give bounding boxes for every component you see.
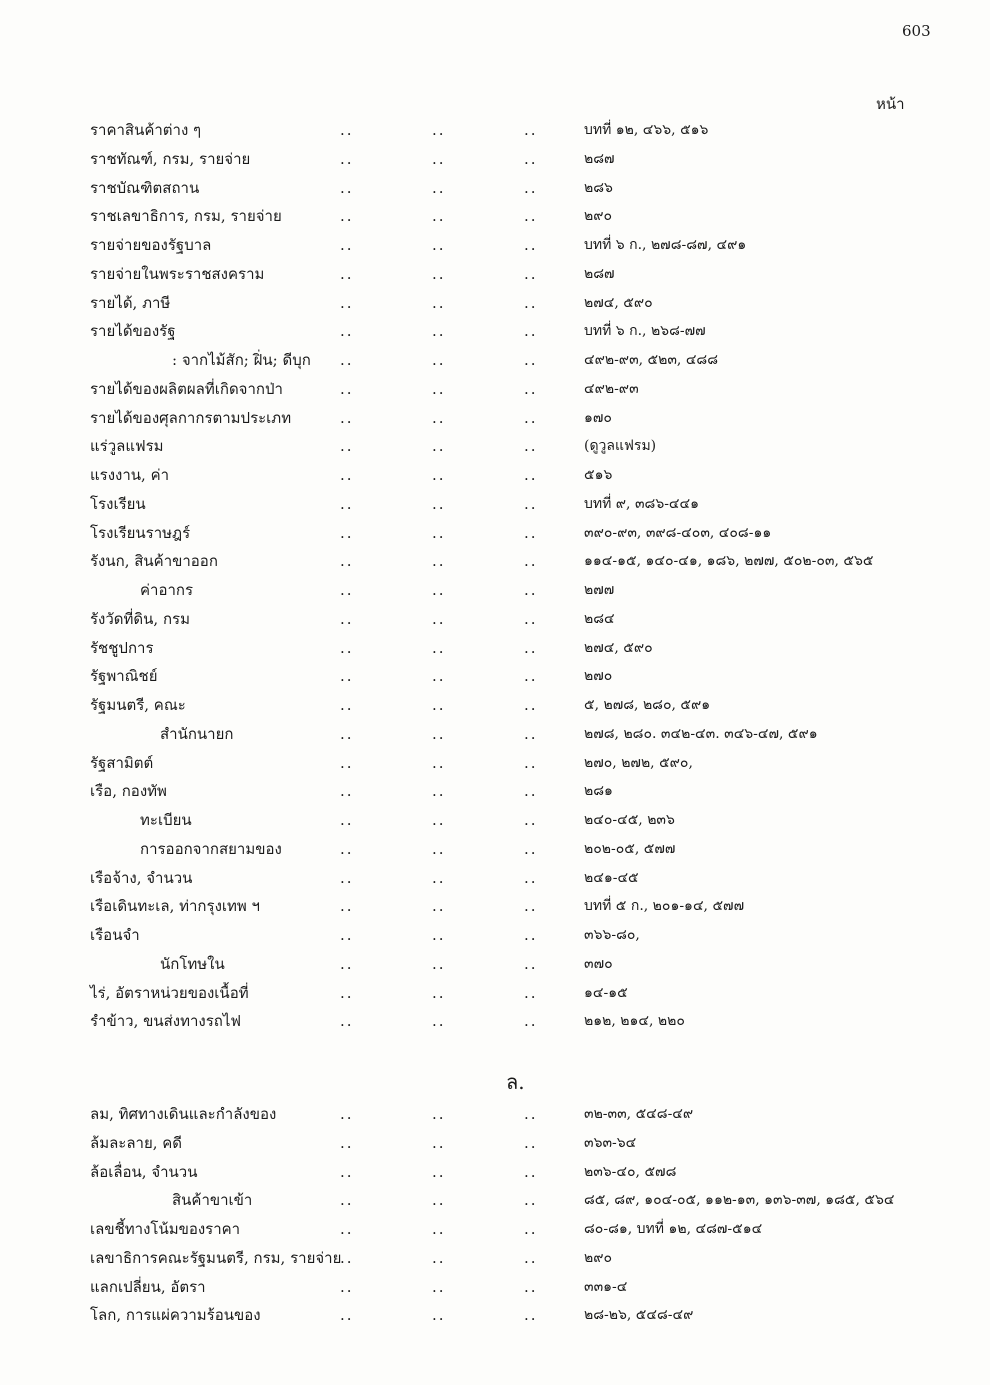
dot-leader: .. [524, 811, 538, 829]
index-entry [0, 1244, 990, 1272]
dot-leader: .. [432, 581, 446, 599]
section-letter: ล. [506, 1070, 525, 1094]
entry-pages: ๑๗๐ [584, 409, 612, 426]
dot-leader: .. [340, 466, 354, 484]
index-entry [0, 490, 990, 518]
index-entry [0, 691, 990, 719]
index-entry [0, 404, 990, 432]
dot-leader: .. [432, 552, 446, 571]
dot-leader: .. [524, 1220, 538, 1238]
entry-pages: ๓๖๖-๘๐, [584, 927, 640, 943]
index-entry [0, 145, 990, 173]
dot-leader: .. [524, 264, 538, 283]
entry-term: เลขาธิการคณะรัฐมนตรี, กรม, รายจ่าย [90, 1248, 342, 1267]
entry-term: เรือจ้าง, จำนวน [90, 868, 193, 887]
entry-term: รัฐมนตรี, คณะ [90, 696, 186, 714]
dot-leader: .. [524, 1306, 538, 1325]
entry-pages: ๘๕, ๘๙, ๑๐๔-๐๕, ๑๑๒-๑๓, ๑๓๖-๓๗, ๑๘๕, ๕๖๔ [584, 1192, 895, 1209]
entry-pages: ๒๘๗ [584, 265, 615, 282]
dot-leader: .. [340, 897, 354, 916]
dot-leader: .. [524, 609, 538, 628]
index-entry [0, 260, 990, 288]
dot-leader: .. [432, 609, 446, 628]
entry-pages: ๓๓๑-๔ [584, 1278, 628, 1295]
entry-term: รังนก, สินค้าขาออก [90, 552, 218, 571]
dot-leader: .. [432, 236, 446, 254]
dot-leader: .. [340, 782, 354, 801]
dot-leader: .. [524, 408, 538, 427]
dot-leader: .. [340, 149, 354, 168]
dot-leader: .. [524, 753, 538, 772]
entry-pages: ๒๗๔, ๕๙๐ [584, 639, 653, 656]
entry-term: รำข้าว, ขนส่งทางรถไฟ [90, 1012, 242, 1031]
entry-pages: ๓๒-๓๓, ๕๔๘-๔๙ [584, 1106, 694, 1122]
entry-term: โรงเรียน [90, 494, 146, 513]
dot-leader: .. [340, 1248, 354, 1267]
dot-leader: .. [340, 638, 354, 657]
dot-leader: .. [432, 724, 446, 743]
entry-pages: ๒๘๗ [584, 150, 615, 167]
index-entry [0, 461, 990, 489]
dot-leader: .. [524, 494, 538, 513]
entry-pages: บทที่ ๖ ก., ๒๖๘-๗๗ [584, 323, 706, 340]
dot-leader: .. [524, 839, 538, 858]
dot-leader: .. [524, 1012, 538, 1031]
dot-leader: .. [432, 1191, 446, 1210]
entry-term: ล้อเลื่อน, จำนวน [90, 1162, 198, 1181]
entry-term: ทะเบียน [140, 811, 192, 829]
dot-leader: .. [340, 494, 354, 513]
index-entry [0, 777, 990, 805]
dot-leader: .. [340, 839, 354, 858]
index-entry [0, 1100, 990, 1128]
index-entry [0, 662, 990, 690]
index-entry [0, 231, 990, 259]
dot-leader: .. [524, 868, 538, 887]
entry-term: ลม, ทิศทางเดินและกำลังของ [90, 1105, 277, 1123]
entry-pages: ๑๑๔-๑๕, ๑๔๐-๔๑, ๑๘๖, ๒๗๗, ๕๐๒-๐๓, ๕๖๕ [584, 553, 874, 570]
dot-leader: .. [524, 379, 538, 398]
dot-leader: .. [432, 1105, 446, 1123]
dot-leader: .. [340, 868, 354, 887]
index-entry [0, 1158, 990, 1186]
entry-pages: บทที่ ๙, ๓๘๖-๔๔๑ [584, 495, 700, 512]
entry-pages: ๔๙๒-๙๓, ๕๒๓, ๔๘๘ [584, 352, 719, 368]
entry-pages: ๔๙๒-๙๓ [584, 380, 639, 397]
entry-pages: ๑๔-๑๕ [584, 984, 628, 1001]
dot-leader: .. [340, 322, 354, 341]
dot-leader: .. [432, 437, 446, 456]
index-entry [0, 1007, 990, 1035]
index-entry [0, 202, 990, 230]
dot-leader: .. [340, 178, 354, 197]
dot-leader: .. [524, 667, 538, 686]
index-entry [0, 1273, 990, 1301]
dot-leader: .. [432, 926, 446, 944]
entry-term: ราชทัณฑ์, กรม, รายจ่าย [90, 149, 251, 168]
index-entry [0, 605, 990, 633]
entry-pages: ๕, ๒๗๘, ๒๘๐, ๕๙๑ [584, 697, 711, 713]
dot-leader: .. [432, 1162, 446, 1181]
index-entry [0, 519, 990, 547]
dot-leader: .. [340, 379, 354, 398]
index-entry [0, 116, 990, 144]
entry-pages: บทที่ ๑๒, ๔๖๖, ๕๑๖ [584, 122, 709, 138]
entry-pages: ๒๗๔, ๕๙๐ [584, 294, 653, 311]
dot-leader: .. [340, 552, 354, 571]
dot-leader: .. [340, 581, 354, 599]
index-entry [0, 1301, 990, 1329]
dot-leader: .. [432, 207, 446, 226]
dot-leader: .. [432, 839, 446, 858]
dot-leader: .. [340, 724, 354, 743]
dot-leader: .. [340, 1012, 354, 1031]
dot-leader: .. [524, 466, 538, 484]
entry-pages: ๒๔๐-๔๕, ๒๓๖ [584, 812, 675, 828]
dot-leader: .. [340, 811, 354, 829]
dot-leader: .. [524, 437, 538, 456]
entry-term: ค่าอากร [140, 581, 194, 599]
dot-leader: .. [340, 1133, 354, 1152]
entry-pages: ๓๖๓-๖๔ [584, 1134, 637, 1151]
entry-term: รายได้ของรัฐ [90, 322, 176, 341]
dot-leader: .. [340, 1162, 354, 1181]
index-entry [0, 1215, 990, 1243]
entry-pages: ๒๔๑-๔๕ [584, 869, 639, 886]
entry-term: ราชบัณฑิตสถาน [90, 178, 200, 197]
dot-leader: .. [524, 149, 538, 168]
entry-term: รายจ่ายในพระราชสงคราม [90, 264, 265, 283]
dot-leader: .. [340, 236, 354, 254]
dot-leader: .. [432, 121, 446, 139]
dot-leader: .. [524, 782, 538, 801]
entry-pages: ๒๙๐ [584, 1249, 613, 1266]
dot-leader: .. [524, 638, 538, 657]
entry-pages: ๓๙๐-๙๓, ๓๙๘-๔๐๓, ๔๐๘-๑๑ [584, 524, 772, 541]
dot-leader: .. [524, 926, 538, 944]
entry-term: นักโทษใน [160, 954, 225, 973]
entry-pages: ๒๘๑ [584, 783, 613, 800]
dot-leader: .. [524, 351, 538, 369]
dot-leader: .. [524, 322, 538, 341]
dot-leader: .. [524, 207, 538, 226]
dot-leader: .. [340, 696, 354, 714]
dot-leader: .. [524, 121, 538, 139]
dot-leader: .. [432, 983, 446, 1002]
dot-leader: .. [340, 264, 354, 283]
dot-leader: .. [432, 379, 446, 398]
dot-leader: .. [340, 1105, 354, 1123]
index-entry [0, 289, 990, 317]
dot-leader: .. [524, 983, 538, 1002]
index-entry [0, 317, 990, 345]
dot-leader: .. [432, 782, 446, 801]
entry-term: ไร่, อัตราหน่วยของเนื้อที่ [90, 983, 249, 1002]
dot-leader: .. [432, 322, 446, 341]
entry-pages: ๘๐-๘๑, บทที่ ๑๒, ๔๘๗-๕๑๔ [584, 1221, 763, 1237]
entry-pages: ๒๙๐ [584, 208, 613, 225]
index-entry [0, 634, 990, 662]
index-entry [0, 174, 990, 202]
dot-leader: .. [524, 696, 538, 714]
dot-leader: .. [524, 897, 538, 916]
index-entry [0, 576, 990, 604]
entry-term: รังวัดที่ดิน, กรม [90, 609, 190, 628]
dot-leader: .. [340, 408, 354, 427]
entry-term: เลขชี้ทางโน้มของราคา [90, 1220, 241, 1238]
index-entry [0, 547, 990, 575]
dot-leader: .. [432, 408, 446, 427]
dot-leader: .. [432, 1248, 446, 1267]
index-entry [0, 432, 990, 460]
dot-leader: .. [432, 149, 446, 168]
dot-leader: .. [340, 1306, 354, 1325]
index-entry [0, 346, 990, 374]
entry-term: แร่วูลแฟรม [90, 437, 164, 456]
entry-pages: บทที่ ๕ ก., ๒๐๑-๑๔, ๕๗๗ [584, 898, 745, 915]
entry-term: รัชชูปการ [90, 638, 154, 657]
dot-leader: .. [340, 351, 354, 369]
dot-leader: .. [432, 696, 446, 714]
dot-leader: .. [524, 581, 538, 599]
index-entry [0, 835, 990, 863]
dot-leader: .. [524, 293, 538, 312]
dot-leader: .. [432, 293, 446, 312]
entry-term: โรงเรียนราษฎร์ [90, 523, 191, 542]
entry-term: การออกจากสยามของ [140, 839, 282, 858]
index-entry [0, 1129, 990, 1157]
index-entry [0, 950, 990, 978]
dot-leader: .. [524, 1191, 538, 1210]
entry-pages: ๒๗๐, ๒๗๒, ๕๙๐, [584, 754, 693, 771]
dot-leader: .. [432, 1012, 446, 1031]
dot-leader: .. [340, 954, 354, 973]
index-entry [0, 1186, 990, 1214]
dot-leader: .. [432, 1277, 446, 1296]
dot-leader: .. [432, 178, 446, 197]
entry-pages: ๒๘-๒๖, ๕๔๘-๔๙ [584, 1307, 694, 1324]
dot-leader: .. [524, 1162, 538, 1181]
index-entry [0, 979, 990, 1007]
dot-leader: .. [432, 1133, 446, 1152]
dot-leader: .. [432, 351, 446, 369]
page-number: 603 [902, 22, 931, 40]
dot-leader: .. [340, 609, 354, 628]
entry-term: รายจ่ายของรัฐบาล [90, 236, 212, 254]
index-entry [0, 749, 990, 777]
dot-leader: .. [340, 437, 354, 456]
entry-pages: ๒๑๒, ๒๑๔, ๒๒๐ [584, 1013, 685, 1030]
dot-leader: .. [340, 926, 354, 944]
dot-leader: .. [432, 1220, 446, 1238]
dot-leader: .. [340, 1191, 354, 1210]
entry-term: รายได้ของผลิตผลที่เกิดจากป่า [90, 379, 283, 398]
dot-leader: .. [340, 121, 354, 139]
dot-leader: .. [524, 178, 538, 197]
entry-term: สำนักนายก [160, 724, 234, 743]
dot-leader: .. [340, 523, 354, 542]
dot-leader: .. [432, 954, 446, 973]
entry-pages: บทที่ ๖ ก., ๒๗๘-๘๗, ๔๙๑ [584, 237, 747, 253]
dot-leader: .. [340, 753, 354, 772]
dot-leader: .. [524, 1133, 538, 1152]
entry-pages: (ดูวูลแฟรม) [584, 438, 657, 455]
dot-leader: .. [432, 638, 446, 657]
dot-leader: .. [340, 207, 354, 226]
entry-pages: ๒๗๗ [584, 582, 615, 598]
entry-pages: ๒๘๖ [584, 179, 613, 196]
entry-pages: ๒๓๖-๔๐, ๕๗๘ [584, 1163, 677, 1180]
dot-leader: .. [432, 667, 446, 686]
index-entry [0, 892, 990, 920]
dot-leader: .. [432, 811, 446, 829]
entry-term: สินค้าขาเข้า [172, 1191, 253, 1210]
entry-pages: ๒๐๒-๐๕, ๕๗๗ [584, 840, 676, 857]
dot-leader: .. [524, 1277, 538, 1296]
dot-leader: .. [432, 868, 446, 887]
dot-leader: .. [432, 897, 446, 916]
entry-term: รายได้ของศุลกากรตามประเภท [90, 408, 292, 427]
dot-leader: .. [340, 1277, 354, 1296]
dot-leader: .. [432, 494, 446, 513]
dot-leader: .. [432, 1306, 446, 1325]
entry-pages: ๕๑๖ [584, 467, 613, 483]
dot-leader: .. [432, 466, 446, 484]
entry-pages: ๓๗๐ [584, 955, 613, 972]
index-entry [0, 375, 990, 403]
entry-pages: ๒๗๘, ๒๘๐. ๓๔๒-๔๓. ๓๔๖-๔๗, ๕๙๑ [584, 725, 818, 742]
dot-leader: .. [524, 1248, 538, 1267]
dot-leader: .. [524, 1105, 538, 1123]
entry-pages: ๒๗๐ [584, 668, 613, 685]
entry-term: ราคาสินค้าต่าง ๆ [90, 121, 202, 139]
index-entry [0, 864, 990, 892]
dot-leader: .. [432, 523, 446, 542]
entry-term: ล้มละลาย, คดี [90, 1133, 183, 1152]
dot-leader: .. [524, 236, 538, 254]
dot-leader: .. [524, 954, 538, 973]
entry-term: : จากไม้สัก; ฝิ่น; ดีบุก [172, 351, 311, 369]
entry-term: เรือเดินทะเล, ท่ากรุงเทพ ฯ [90, 897, 260, 916]
entry-term: เรือนจำ [90, 926, 140, 944]
entry-term: รายได้, ภาษี [90, 293, 171, 312]
index-entry [0, 720, 990, 748]
index-entry [0, 806, 990, 834]
dot-leader: .. [432, 753, 446, 772]
index-entry [0, 921, 990, 949]
entry-term: ราชเลขาธิการ, กรม, รายจ่าย [90, 207, 282, 226]
dot-leader: .. [524, 552, 538, 571]
dot-leader: .. [340, 667, 354, 686]
entry-term: โลก, การแผ่ความร้อนของ [90, 1306, 261, 1325]
entry-term: แรงงาน, ค่า [90, 466, 170, 484]
entry-term: แลกเปลี่ยน, อัตรา [90, 1277, 206, 1296]
entry-pages: ๒๘๔ [584, 610, 615, 627]
entry-term: รัฐสามิตต์ [90, 753, 154, 772]
dot-leader: .. [524, 523, 538, 542]
dot-leader: .. [340, 983, 354, 1002]
entry-term: เรือ, กองทัพ [90, 782, 167, 801]
entry-term: รัฐพาณิชย์ [90, 667, 158, 686]
dot-leader: .. [340, 293, 354, 312]
dot-leader: .. [524, 724, 538, 743]
dot-leader: .. [340, 1220, 354, 1238]
dot-leader: .. [432, 264, 446, 283]
column-header: หน้า [876, 95, 905, 113]
